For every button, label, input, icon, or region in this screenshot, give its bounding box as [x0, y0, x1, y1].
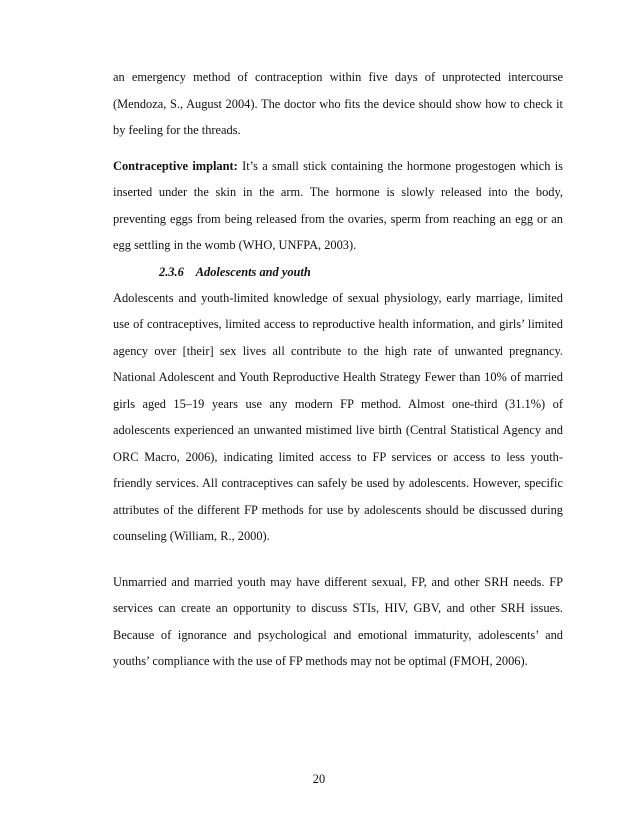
implant-description: It’s a small stick containing the hormone progestogen which is inserted under the skin in the arm. The hormone is slowly released into the body, preventing eggs from being released from the ovaries, sperm from reaching an egg or an egg settling in the womb (WHO, UNFPA, 2003). — [113, 158, 564, 252]
paragraph-spacer — [113, 144, 563, 153]
paragraph-adolescents: Adolescents and youth-limited knowledge of sexual physiology, early marriage, limited use of contraceptives, limited access to reproductive health information, and girls’ limited agency over [their] sex lives all contribute to the high rate of unwanted pregnancy. National Adolescent and Youth Reproductive Health Strategy Fewer than 10% of married girls aged 15–19 years use any modern FP method. Almost one-third (31.1%) of adolescents experienced an unwanted mistimed live birth (Central Statistical Agency and ORC Macro, 2006), indicating limited access to FP services or access to less youth-friendly services. All contraceptives can safely be used by adolescents. However, specific attributes of the different FP methods for use by adolescents should be discussed during counseling (William, R., 2000). — [113, 290, 563, 543]
document-page — [113, 64, 563, 675]
paragraph-youth-needs: Unmarried and married youth may have different sexual, FP, and other SRH needs. FP services can create an opportunity to discuss STIs, HIV, GBV, and other SRH issues. Because of ignorance and psychological and emotional immaturity, adolescents’ and youths’ compliance with the use of FP methods may not be optimal (FMOH, 2006). — [113, 574, 563, 668]
section-number: 2.3.6 — [159, 264, 184, 279]
paragraph-emergency-contraception: an emergency method of contraception within five days of unprotected intercourse (Mendoza, S., August 2004). The doctor who fits the device should show how to check it by feeling for the threads. — [113, 70, 563, 137]
page-number: 20 — [312, 772, 326, 786]
paragraph-spacer — [113, 550, 563, 569]
paragraph-contraceptive-implant — [113, 153, 563, 259]
section-heading — [113, 259, 563, 285]
section-title: Adolescents and youth — [195, 264, 311, 279]
implant-lead-term: Contraceptive implant: — [113, 158, 238, 173]
